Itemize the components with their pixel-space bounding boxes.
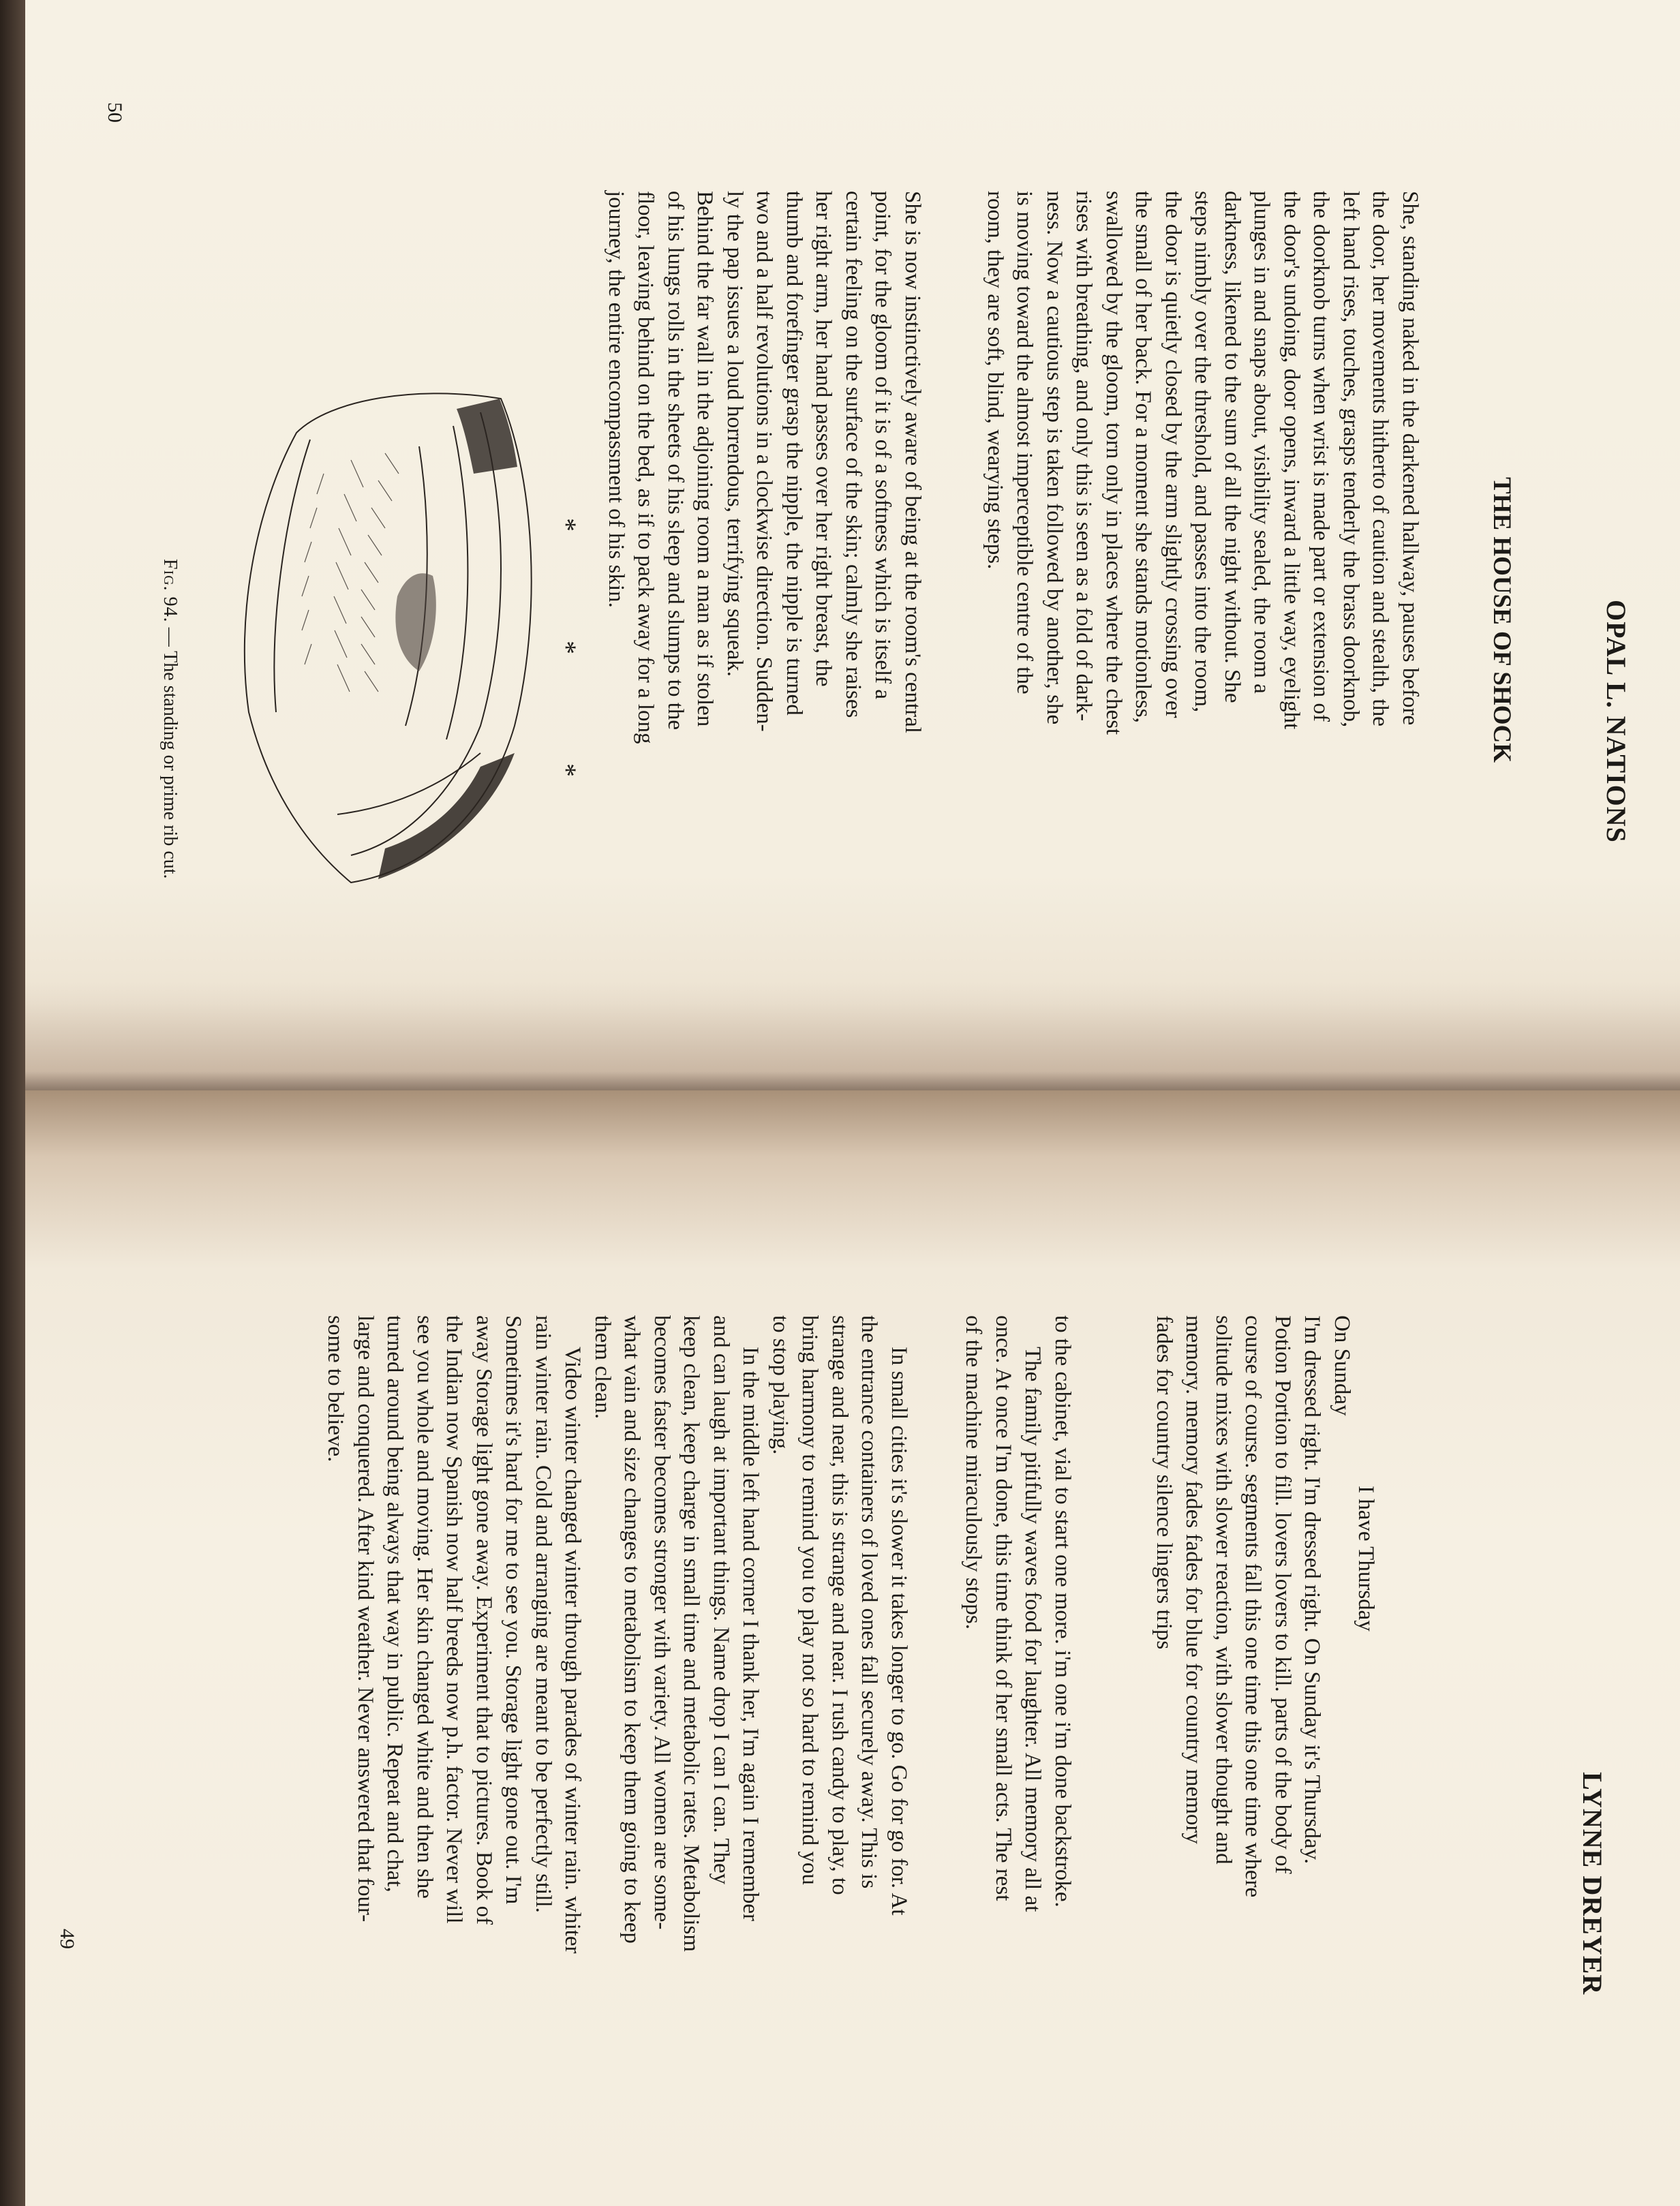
section-break: [551, 518, 583, 886]
text-line: is moving toward the almost imperceptible centre of the: [1012, 191, 1037, 694]
asterisk: *: [551, 763, 582, 777]
right-page-author: OPAL L. NATIONS: [1601, 600, 1632, 843]
text-line: strange and near, this is strange and near. I rush candy to play, to: [827, 1315, 852, 1895]
text-line: Potion Portion to fill. lovers lovers to kill. parts of the body of: [1270, 1315, 1295, 1874]
page-number-right: 50: [104, 102, 126, 123]
text-line: I'm dressed right. I'm dressed right. On Sunday it's Thursday.: [1300, 1315, 1325, 1865]
poem-title-text: I have Thursday: [1354, 1486, 1378, 1631]
text-line: Sometimes it's hard for me to see you. Storage light gone out. I'm: [501, 1315, 526, 1905]
text-line: Behind the far wall in the adjoining room a man as if stolen: [692, 191, 718, 727]
text-line: becomes faster becomes stronger with variety. All women are some-: [650, 1315, 674, 1930]
text-line: away Storage light gone away. Experiment that to pictures. Book of: [472, 1315, 496, 1925]
text-line: to the cabinet, vial to start one more. i'm one i'm done backstroke.: [1050, 1315, 1075, 1908]
text-line: two and a half revolutions in a clockwise direction. Sudden-: [752, 191, 777, 732]
text-line: and can laugh at important things. Name drop I can I can. They: [709, 1315, 733, 1885]
text-line: swallowed by the gloom, torn only in places where the chest: [1101, 191, 1126, 735]
text-line: large and conquered. After kind weather. Never answered that four-: [353, 1315, 378, 1922]
text-line: Video winter changed winter through parades of winter rain. whiter: [560, 1347, 585, 1954]
text-line: She is now instinctively aware of being at the room's central: [900, 191, 925, 733]
text-line: steps nimbly over the threshold, and passes into the room,: [1190, 191, 1215, 713]
figure-caption: [159, 559, 181, 879]
text-line: point, for the gloom of it is of a softness which is itself a: [870, 191, 896, 700]
right-page: [0, 0, 1680, 1090]
asterisk: *: [551, 641, 582, 654]
text-line: ness. Now a cautious step is taken followed by another, she: [1042, 191, 1067, 725]
text-line: She, standing naked in the darkened hallway, pauses before: [1398, 191, 1422, 726]
text-line: certain feeling on the surface of the skin; calmly she raises: [841, 191, 866, 718]
figure-caption-text: — The standing or prime rib cut.: [159, 627, 181, 879]
text-line: the entrance containers of loved ones fall securely away. This is: [857, 1315, 882, 1889]
text-line: see you whole and moving. Her skin changed white and then she: [412, 1315, 437, 1899]
story-paragraph-1: [980, 191, 1425, 900]
text-line: The family pitifully waves food for laughter. All memory all at: [1020, 1347, 1045, 1912]
text-line: darkness, likened to the sum of all the night without. She: [1220, 191, 1244, 703]
poem-stanza-3: [320, 1315, 913, 2167]
text-line: of his lungs rolls in the sheets of his sleep and slumps to the: [663, 191, 688, 731]
text-line: what vain and size changes to metabolism to keep them going to keep: [620, 1315, 645, 1944]
text-line: keep clean, keep charge in small time and metabolic rates. Metabolism: [679, 1315, 704, 1952]
asterisk: *: [551, 518, 582, 532]
text-line: course of course. segments fall this one time this one time where: [1240, 1315, 1266, 1898]
page-number-left: 49: [56, 1929, 78, 1949]
figure-label: Fig. 94.: [159, 559, 181, 623]
left-page: [0, 1090, 1680, 2206]
text-line: some to believe.: [323, 1315, 348, 1462]
poem-stanza-2: [958, 1315, 1077, 2167]
story-paragraph-2: [601, 191, 928, 900]
left-page-author: LYNNE DREYER: [1577, 1772, 1608, 1995]
text-line: In small cities it's slower it takes longer to go. Go for go for. At: [887, 1347, 911, 1916]
text-line: rain winter rain. Cold and arranging are meant to be perfectly still.: [531, 1315, 555, 1913]
text-line: the small of her back. For a moment she stands motionless,: [1131, 191, 1156, 723]
text-line: the door, her movements hitherto of caution and stealth, the: [1368, 191, 1393, 726]
text-line: to stop playing.: [768, 1315, 793, 1455]
text-line: memory. memory fades fades for blue for country memory: [1181, 1315, 1206, 1844]
text-line: journey, the entire encompassment of his skin.: [604, 191, 628, 608]
text-line: turned around being always that way in public. Repeat and chat,: [382, 1315, 408, 1893]
text-line: rises with breathing, and only this is seen as a fold of dark-: [1071, 191, 1097, 722]
text-line: left hand rises, touches, grasps tenderly the brass doorknob,: [1339, 191, 1363, 728]
text-line: In the middle left hand corner I thank her, I'm again I remember: [738, 1347, 763, 1922]
text-line: them clean.: [590, 1315, 615, 1420]
text-line: the Indian now Spanish now half breeds now p.h. factor. Never will: [442, 1315, 467, 1924]
rib-cut-illustration: [235, 371, 555, 896]
text-line: bring harmony to remind you to play not so hard to remind you: [797, 1315, 823, 1885]
text-line: thumb and forefinger grasp the nipple, the nipple is turned: [782, 191, 806, 716]
text-line: once. At once I'm done, this time think of her small acts. The rest: [991, 1315, 1015, 1901]
text-line: her right arm, her hand passes over her right breast, the: [811, 191, 836, 687]
text-line: the door is quietly closed by the arm slightly crossing over: [1161, 191, 1185, 718]
book-edge-shadow: [0, 0, 25, 2206]
text-line: plunges in and snaps about, visibility sealed, the room a: [1249, 191, 1274, 694]
poem-stanza-1: [1149, 1315, 1357, 2167]
text-line: of the machine miraculously stops.: [961, 1315, 986, 1629]
story-title: THE HOUSE OF SHOCK: [1488, 477, 1516, 763]
text-line: the doorknob turns when wrist is made part or extension of: [1309, 191, 1334, 722]
text-line: solitude mixes with slower reaction, with slower thought and: [1211, 1315, 1236, 1865]
text-line: fades for country silence lingers trips: [1152, 1315, 1176, 1650]
text-line: the door's undoing, door opens, inward a little way, eyelight: [1279, 191, 1304, 730]
text-line: floor, leaving behind on the bed, as if to pack away for a long: [633, 191, 658, 744]
text-line: room, they are soft, blind, wearying steps.: [983, 191, 1007, 570]
text-line: ly the pap issues a loud horrendous, terrifying squeak.: [722, 191, 747, 677]
text-line: On Sunday: [1330, 1315, 1354, 1416]
